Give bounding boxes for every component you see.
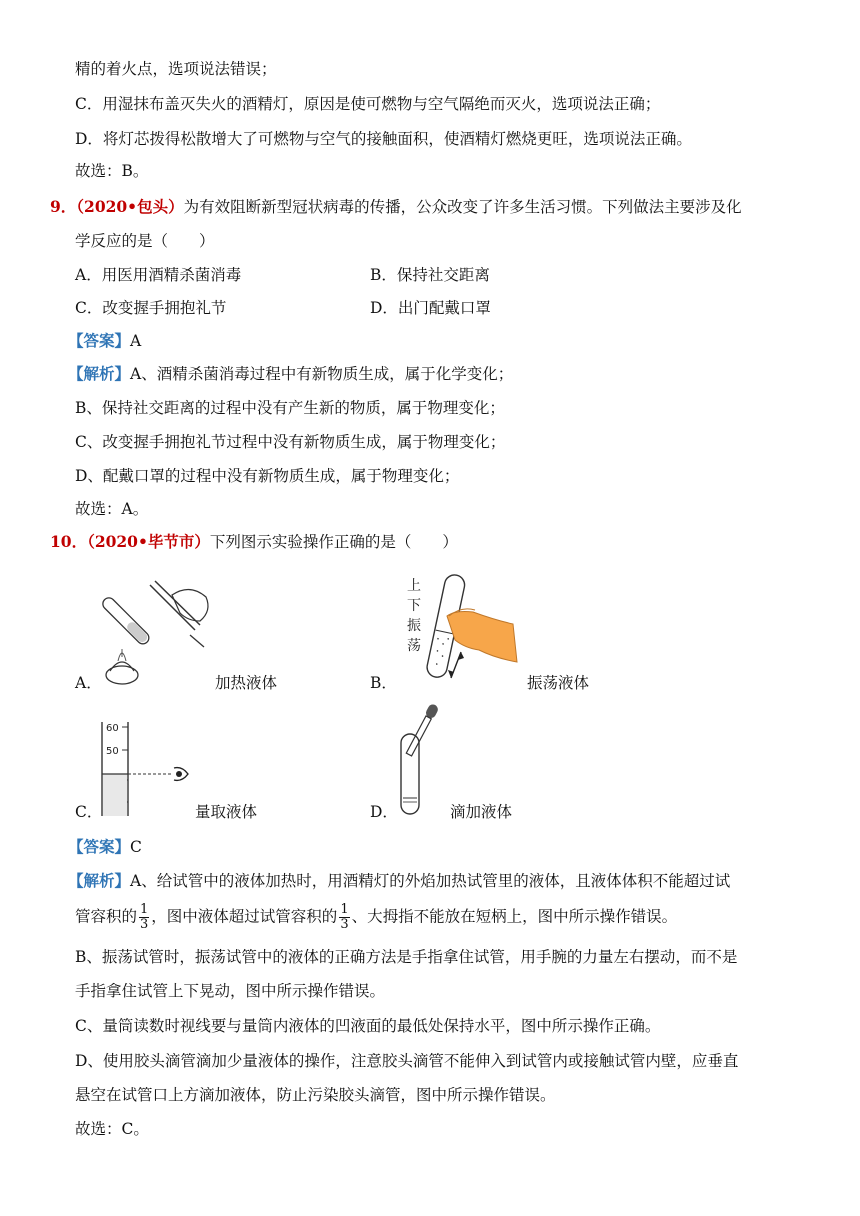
question-number: 9．	[50, 197, 77, 216]
figure-heating-liquid	[100, 575, 215, 690]
analysis-text: A、酒精杀菌消毒过程中有新物质生成，属于化学变化；	[130, 365, 514, 383]
option-c-label: 量取液体	[195, 803, 258, 821]
text-line: C．用湿抹布盖灭失火的酒精灯，原因是使可燃物与空气隔绝而灭火，选项说法正确；	[75, 95, 661, 113]
option-c: C．改变握手拥抱礼节	[75, 299, 227, 317]
option-a: A．用医用酒精杀菌消毒	[75, 266, 242, 284]
answer-value: C	[130, 838, 142, 856]
figure-label-char: 振	[407, 618, 421, 634]
question-number: 10．	[50, 532, 88, 551]
question-text: 为有效阻断新型冠状病毒的传播，公众改变了许多生活习惯。下列做法主要涉及化	[183, 198, 742, 216]
question-text: 学反应的是（ ）	[75, 232, 215, 250]
option-a-letter: A．	[75, 674, 102, 692]
question-10-stem	[50, 531, 458, 553]
fraction	[339, 903, 349, 932]
option-d-label: 滴加液体	[450, 803, 513, 821]
analysis-text: ，图中液体超过试管容积的	[151, 907, 338, 926]
figure-shaking-liquid	[395, 570, 525, 685]
analysis-text: A、给试管中的液体加热时，用酒精灯的外焰加热试管里的液体，且液体体积不能超过试	[130, 872, 731, 890]
figure-label-char: 上	[407, 578, 421, 594]
option-d-letter: D．	[370, 803, 398, 821]
analysis-line	[68, 363, 513, 385]
analysis-line	[68, 870, 730, 892]
text-line: D．将灯芯拨得松散增大了可燃物与空气的接触面积，使酒精灯燃烧更旺，选项说法正确。	[75, 130, 692, 148]
analysis-line: B、保持社交距离的过程中没有产生新的物质，属于物理变化；	[75, 399, 505, 417]
answer-line	[68, 836, 142, 858]
option-b-letter: B．	[370, 674, 397, 692]
question-9-stem	[50, 196, 742, 218]
analysis-tag: 【解析】	[68, 364, 131, 383]
fraction	[139, 903, 149, 932]
fraction-numerator: 1	[340, 902, 349, 917]
answer-line	[68, 330, 141, 352]
analysis-line: D、使用胶头滴管滴加少量液体的操作，注意胶头滴管不能伸入到试管内或接触试管内壁，应垂直	[75, 1052, 739, 1070]
fraction-numerator: 1	[140, 902, 149, 917]
figure-dropping-liquid	[395, 700, 455, 818]
analysis-text: 、大拇指不能放在短柄上，图中所示操作错误。	[351, 907, 678, 926]
choose-line: 故选：C。	[75, 1120, 149, 1138]
option-b-label: 振荡液体	[527, 674, 590, 692]
question-text: 下列图示实验操作正确的是（ ）	[209, 533, 458, 551]
text-line: 故选：B。	[75, 162, 149, 180]
choose-line: 故选：A。	[75, 500, 149, 518]
analysis-text: 管容积的	[75, 907, 138, 926]
figure-label-char: 荡	[407, 638, 421, 654]
answer-tag: 【答案】	[68, 837, 131, 856]
analysis-line: 手指拿住试管上下晃动，图中所示操作错误。	[75, 982, 386, 1000]
option-d: D．出门配戴口罩	[370, 299, 491, 317]
tick-label: 60	[106, 723, 119, 734]
analysis-line: C、量筒读数时视线要与量筒内液体的凹液面的最低处保持水平，图中所示操作正确。	[75, 1017, 661, 1035]
option-b: B．保持社交距离	[370, 266, 490, 284]
question-source: （2020•毕节市）	[87, 532, 210, 551]
answer-value: A	[130, 332, 142, 350]
analysis-line: C、改变握手拥抱礼节过程中没有新物质生成，属于物理变化；	[75, 433, 506, 451]
analysis-line: B、振荡试管时，振荡试管中的液体的正确方法是手指拿住试管，用手腕的力量左右摆动，而不是	[75, 948, 738, 966]
analysis-line	[75, 903, 677, 932]
figure-graduated-cylinder	[92, 718, 202, 818]
analysis-tag: 【解析】	[68, 871, 131, 890]
option-c-letter: C．	[75, 803, 103, 821]
analysis-line: 悬空在试管口上方滴加液体，防止污染胶头滴管，图中所示操作错误。	[75, 1086, 556, 1104]
analysis-line: D、配戴口罩的过程中没有新物质生成，属于物理变化；	[75, 467, 460, 485]
tick-label: 50	[106, 746, 119, 757]
fraction-denominator: 3	[340, 917, 349, 932]
question-source: （2020•包头）	[76, 197, 184, 216]
option-a-label: 加热液体	[215, 674, 278, 692]
answer-tag: 【答案】	[68, 331, 131, 350]
text-line: 精的着火点，选项说法错误；	[75, 60, 277, 78]
fraction-denominator: 3	[140, 917, 149, 932]
figure-label-char: 下	[407, 598, 421, 614]
